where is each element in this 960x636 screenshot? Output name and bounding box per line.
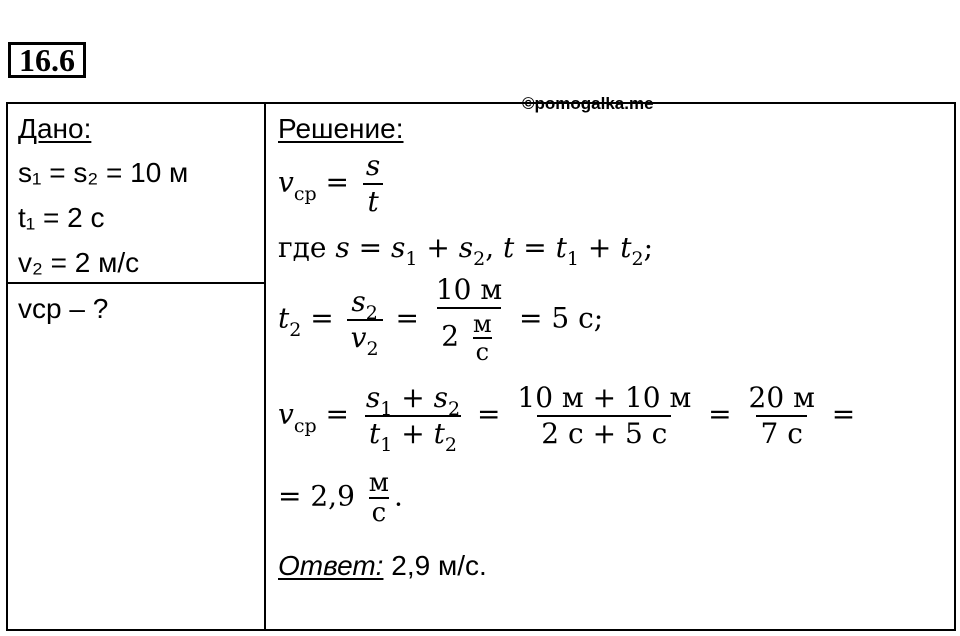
given-find-divider [6, 282, 266, 284]
formula-definitions: где $s = s_1 + s_2$, $t = t_1 + t_2$; [278, 231, 653, 270]
formula-result: = 2,9 $\frac{м}{с}$ . [278, 468, 403, 528]
answer-value: 2,9 м/с. [391, 550, 487, 581]
formula-average-speed: $v_{ср}$ = $\frac{s}{t}$ [278, 152, 388, 216]
formula-average-speed-calc: $v_{ср}$ = $\frac{s_1 + s_2}{t_1 + t_2}$ = $\frac{10 м + 10 м}{2 с + 5 с}$ = $\frac{20 м}{7 с}$ = [278, 381, 856, 456]
answer [278, 552, 487, 580]
given-heading: Дано: [18, 113, 92, 144]
column-divider [264, 102, 266, 631]
given-time: t₁ = 2 с [18, 202, 105, 233]
answer-label: Ответ: [278, 550, 384, 581]
find-average-speed: vср – ? [18, 293, 109, 324]
problem-number: 16.6 [8, 42, 86, 78]
given-speed: v₂ = 2 м/с [18, 247, 140, 278]
formula-time-second: $t_2$ = $\frac{s_2}{v_2}$ = 10 м 2 $\frac{м}{с}$ = 5 с; [278, 273, 604, 366]
given-distances: s₁ = s₂ = 10 м [18, 157, 189, 188]
watermark: ©pomogalka.me [522, 94, 654, 113]
solution-heading: Решение: [278, 113, 404, 144]
